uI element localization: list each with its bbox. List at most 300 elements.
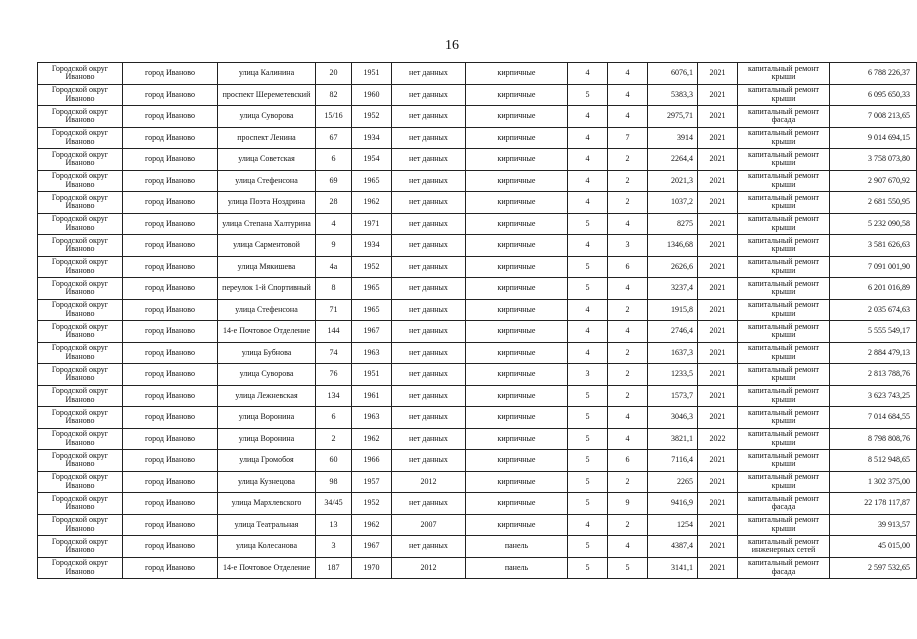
house-number-cell: 28 [316, 192, 352, 214]
floors-cell: 5 [568, 428, 608, 450]
repair-type-cell: капитальный ремонт крыши [738, 127, 830, 149]
wall-material-cell: кирпичные [466, 63, 568, 85]
repair-type-cell: капитальный ремонт фасада [738, 493, 830, 515]
area-cell: 4387,4 [648, 536, 698, 558]
street-cell: проспект Шереметевский [218, 84, 316, 106]
street-cell: улица Воронина [218, 428, 316, 450]
plan-year-cell: 2021 [698, 63, 738, 85]
cost-cell: 2 907 670,92 [830, 170, 917, 192]
table-row [38, 106, 917, 128]
repair-type-cell: капитальный ремонт крыши [738, 428, 830, 450]
repair-type-cell: капитальный ремонт крыши [738, 299, 830, 321]
wall-material-cell: кирпичные [466, 170, 568, 192]
district-cell: Городской округ Иваново [38, 428, 123, 450]
area-cell: 1346,68 [648, 235, 698, 257]
plan-year-cell: 2021 [698, 557, 738, 579]
cost-cell: 39 913,57 [830, 514, 917, 536]
city-cell: город Иваново [123, 149, 218, 171]
cost-cell: 2 681 550,95 [830, 192, 917, 214]
table-row [38, 149, 917, 171]
wall-material-cell: кирпичные [466, 342, 568, 364]
house-number-cell: 60 [316, 450, 352, 472]
cost-cell: 2 813 788,76 [830, 364, 917, 386]
table-row [38, 364, 917, 386]
renovation-year-cell: нет данных [392, 299, 466, 321]
city-cell: город Иваново [123, 235, 218, 257]
floors-cell: 5 [568, 493, 608, 515]
street-cell: 14-е Почтовое Отделение [218, 321, 316, 343]
entrances-cell: 4 [608, 278, 648, 300]
plan-year-cell: 2021 [698, 170, 738, 192]
plan-year-cell: 2021 [698, 84, 738, 106]
renovation-year-cell: нет данных [392, 256, 466, 278]
cost-cell: 2 035 674,63 [830, 299, 917, 321]
year-built-cell: 1965 [352, 299, 392, 321]
year-built-cell: 1965 [352, 170, 392, 192]
city-cell: город Иваново [123, 84, 218, 106]
table-body [38, 63, 917, 579]
year-built-cell: 1961 [352, 385, 392, 407]
renovation-year-cell: нет данных [392, 278, 466, 300]
wall-material-cell: кирпичные [466, 278, 568, 300]
street-cell: улица Советская [218, 149, 316, 171]
entrances-cell: 2 [608, 149, 648, 171]
house-number-cell: 20 [316, 63, 352, 85]
wall-material-cell: кирпичные [466, 149, 568, 171]
city-cell: город Иваново [123, 299, 218, 321]
entrances-cell: 2 [608, 514, 648, 536]
renovation-year-cell: нет данных [392, 235, 466, 257]
cost-cell: 22 178 117,87 [830, 493, 917, 515]
repair-type-cell: капитальный ремонт крыши [738, 63, 830, 85]
housing-repair-table [37, 62, 917, 579]
street-cell: улица Стефенсона [218, 170, 316, 192]
cost-cell: 5 555 549,17 [830, 321, 917, 343]
city-cell: город Иваново [123, 407, 218, 429]
house-number-cell: 82 [316, 84, 352, 106]
house-number-cell: 9 [316, 235, 352, 257]
wall-material-cell: кирпичные [466, 364, 568, 386]
district-cell: Городской округ Иваново [38, 84, 123, 106]
entrances-cell: 3 [608, 235, 648, 257]
table-row [38, 385, 917, 407]
renovation-year-cell: нет данных [392, 149, 466, 171]
area-cell: 3237,4 [648, 278, 698, 300]
plan-year-cell: 2021 [698, 536, 738, 558]
repair-type-cell: капитальный ремонт крыши [738, 471, 830, 493]
floors-cell: 4 [568, 299, 608, 321]
district-cell: Городской округ Иваново [38, 299, 123, 321]
floors-cell: 5 [568, 471, 608, 493]
district-cell: Городской округ Иваново [38, 364, 123, 386]
city-cell: город Иваново [123, 321, 218, 343]
district-cell: Городской округ Иваново [38, 493, 123, 515]
district-cell: Городской округ Иваново [38, 557, 123, 579]
wall-material-cell: кирпичные [466, 428, 568, 450]
table-row [38, 471, 917, 493]
city-cell: город Иваново [123, 213, 218, 235]
city-cell: город Иваново [123, 493, 218, 515]
house-number-cell: 69 [316, 170, 352, 192]
cost-cell: 3 758 073,80 [830, 149, 917, 171]
entrances-cell: 4 [608, 321, 648, 343]
table-row [38, 428, 917, 450]
renovation-year-cell: 2012 [392, 557, 466, 579]
entrances-cell: 4 [608, 407, 648, 429]
year-built-cell: 1962 [352, 514, 392, 536]
city-cell: город Иваново [123, 557, 218, 579]
city-cell: город Иваново [123, 514, 218, 536]
area-cell: 2626,6 [648, 256, 698, 278]
wall-material-cell: кирпичные [466, 493, 568, 515]
cost-cell: 5 232 090,58 [830, 213, 917, 235]
plan-year-cell: 2021 [698, 256, 738, 278]
renovation-year-cell: 2007 [392, 514, 466, 536]
renovation-year-cell: нет данных [392, 170, 466, 192]
plan-year-cell: 2021 [698, 493, 738, 515]
repair-type-cell: капитальный ремонт крыши [738, 342, 830, 364]
street-cell: улица Суворова [218, 106, 316, 128]
area-cell: 3821,1 [648, 428, 698, 450]
repair-type-cell: капитальный ремонт крыши [738, 170, 830, 192]
renovation-year-cell: нет данных [392, 385, 466, 407]
entrances-cell: 6 [608, 256, 648, 278]
table-row [38, 557, 917, 579]
house-number-cell: 8 [316, 278, 352, 300]
plan-year-cell: 2021 [698, 385, 738, 407]
plan-year-cell: 2022 [698, 428, 738, 450]
street-cell: улица Лежневская [218, 385, 316, 407]
city-cell: город Иваново [123, 106, 218, 128]
floors-cell: 4 [568, 235, 608, 257]
wall-material-cell: кирпичные [466, 471, 568, 493]
house-number-cell: 6 [316, 407, 352, 429]
district-cell: Городской округ Иваново [38, 278, 123, 300]
district-cell: Городской округ Иваново [38, 149, 123, 171]
cost-cell: 3 623 743,25 [830, 385, 917, 407]
house-number-cell: 134 [316, 385, 352, 407]
floors-cell: 5 [568, 213, 608, 235]
house-number-cell: 76 [316, 364, 352, 386]
city-cell: город Иваново [123, 471, 218, 493]
year-built-cell: 1952 [352, 106, 392, 128]
district-cell: Городской округ Иваново [38, 514, 123, 536]
renovation-year-cell: нет данных [392, 192, 466, 214]
wall-material-cell: кирпичные [466, 235, 568, 257]
city-cell: город Иваново [123, 170, 218, 192]
street-cell: улица Громобоя [218, 450, 316, 472]
plan-year-cell: 2021 [698, 192, 738, 214]
street-cell: 14-е Почтовое Отделение [218, 557, 316, 579]
year-built-cell: 1966 [352, 450, 392, 472]
area-cell: 9416,9 [648, 493, 698, 515]
renovation-year-cell: нет данных [392, 428, 466, 450]
house-number-cell: 13 [316, 514, 352, 536]
house-number-cell: 3 [316, 536, 352, 558]
city-cell: город Иваново [123, 256, 218, 278]
area-cell: 3046,3 [648, 407, 698, 429]
repair-type-cell: капитальный ремонт фасада [738, 106, 830, 128]
renovation-year-cell: нет данных [392, 407, 466, 429]
entrances-cell: 4 [608, 213, 648, 235]
wall-material-cell: кирпичные [466, 256, 568, 278]
floors-cell: 4 [568, 170, 608, 192]
entrances-cell: 4 [608, 63, 648, 85]
house-number-cell: 74 [316, 342, 352, 364]
street-cell: переулок 1-й Спортивный [218, 278, 316, 300]
district-cell: Городской округ Иваново [38, 342, 123, 364]
plan-year-cell: 2021 [698, 407, 738, 429]
table-row [38, 63, 917, 85]
district-cell: Городской округ Иваново [38, 385, 123, 407]
area-cell: 7116,4 [648, 450, 698, 472]
floors-cell: 4 [568, 106, 608, 128]
cost-cell: 8 798 808,76 [830, 428, 917, 450]
page-number: 16 [445, 38, 459, 53]
area-cell: 1573,7 [648, 385, 698, 407]
house-number-cell: 71 [316, 299, 352, 321]
year-built-cell: 1934 [352, 127, 392, 149]
cost-cell: 7 008 213,65 [830, 106, 917, 128]
wall-material-cell: кирпичные [466, 84, 568, 106]
repair-type-cell: капитальный ремонт крыши [738, 213, 830, 235]
table-row [38, 256, 917, 278]
cost-cell: 6 095 650,33 [830, 84, 917, 106]
area-cell: 3914 [648, 127, 698, 149]
district-cell: Городской округ Иваново [38, 235, 123, 257]
year-built-cell: 1962 [352, 192, 392, 214]
floors-cell: 5 [568, 450, 608, 472]
district-cell: Городской округ Иваново [38, 471, 123, 493]
floors-cell: 4 [568, 192, 608, 214]
year-built-cell: 1957 [352, 471, 392, 493]
floors-cell: 3 [568, 364, 608, 386]
city-cell: город Иваново [123, 450, 218, 472]
floors-cell: 4 [568, 514, 608, 536]
repair-type-cell: капитальный ремонт крыши [738, 364, 830, 386]
area-cell: 8275 [648, 213, 698, 235]
area-cell: 2021,3 [648, 170, 698, 192]
year-built-cell: 1952 [352, 256, 392, 278]
entrances-cell: 2 [608, 170, 648, 192]
area-cell: 1037,2 [648, 192, 698, 214]
entrances-cell: 5 [608, 557, 648, 579]
repair-type-cell: капитальный ремонт крыши [738, 235, 830, 257]
district-cell: Городской округ Иваново [38, 450, 123, 472]
district-cell: Городской округ Иваново [38, 170, 123, 192]
year-built-cell: 1970 [352, 557, 392, 579]
entrances-cell: 2 [608, 471, 648, 493]
city-cell: город Иваново [123, 278, 218, 300]
district-cell: Городской округ Иваново [38, 63, 123, 85]
area-cell: 2264,4 [648, 149, 698, 171]
entrances-cell: 2 [608, 364, 648, 386]
district-cell: Городской округ Иваново [38, 536, 123, 558]
house-number-cell: 6 [316, 149, 352, 171]
plan-year-cell: 2021 [698, 299, 738, 321]
city-cell: город Иваново [123, 385, 218, 407]
city-cell: город Иваново [123, 342, 218, 364]
house-number-cell: 98 [316, 471, 352, 493]
street-cell: улица Колесанова [218, 536, 316, 558]
repair-type-cell: капитальный ремонт крыши [738, 256, 830, 278]
street-cell: улица Калинина [218, 63, 316, 85]
plan-year-cell: 2021 [698, 235, 738, 257]
cost-cell: 6 788 226,37 [830, 63, 917, 85]
wall-material-cell: панель [466, 536, 568, 558]
entrances-cell: 2 [608, 385, 648, 407]
wall-material-cell: кирпичные [466, 385, 568, 407]
floors-cell: 5 [568, 385, 608, 407]
entrances-cell: 4 [608, 428, 648, 450]
table-row [38, 514, 917, 536]
table-row [38, 84, 917, 106]
district-cell: Городской округ Иваново [38, 321, 123, 343]
area-cell: 1915,8 [648, 299, 698, 321]
wall-material-cell: кирпичные [466, 213, 568, 235]
table-row [38, 278, 917, 300]
house-number-cell: 15/16 [316, 106, 352, 128]
floors-cell: 4 [568, 149, 608, 171]
house-number-cell: 67 [316, 127, 352, 149]
street-cell: улица Кузнецова [218, 471, 316, 493]
wall-material-cell: кирпичные [466, 299, 568, 321]
floors-cell: 4 [568, 127, 608, 149]
area-cell: 5383,3 [648, 84, 698, 106]
year-built-cell: 1967 [352, 536, 392, 558]
cost-cell: 1 302 375,00 [830, 471, 917, 493]
table-row [38, 213, 917, 235]
district-cell: Городской округ Иваново [38, 256, 123, 278]
entrances-cell: 2 [608, 192, 648, 214]
house-number-cell: 34/45 [316, 493, 352, 515]
house-number-cell: 4 [316, 213, 352, 235]
wall-material-cell: кирпичные [466, 321, 568, 343]
table-row [38, 407, 917, 429]
street-cell: улица Мархлевского [218, 493, 316, 515]
floors-cell: 5 [568, 84, 608, 106]
city-cell: город Иваново [123, 536, 218, 558]
renovation-year-cell: нет данных [392, 63, 466, 85]
cost-cell: 8 512 948,65 [830, 450, 917, 472]
year-built-cell: 1960 [352, 84, 392, 106]
table-row [38, 192, 917, 214]
plan-year-cell: 2021 [698, 342, 738, 364]
house-number-cell: 187 [316, 557, 352, 579]
entrances-cell: 4 [608, 84, 648, 106]
city-cell: город Иваново [123, 127, 218, 149]
year-built-cell: 1952 [352, 493, 392, 515]
city-cell: город Иваново [123, 364, 218, 386]
floors-cell: 4 [568, 63, 608, 85]
entrances-cell: 4 [608, 106, 648, 128]
plan-year-cell: 2021 [698, 213, 738, 235]
entrances-cell: 9 [608, 493, 648, 515]
district-cell: Городской округ Иваново [38, 213, 123, 235]
floors-cell: 5 [568, 407, 608, 429]
year-built-cell: 1951 [352, 364, 392, 386]
city-cell: город Иваново [123, 63, 218, 85]
area-cell: 6076,1 [648, 63, 698, 85]
wall-material-cell: кирпичные [466, 192, 568, 214]
street-cell: улица Бубнова [218, 342, 316, 364]
plan-year-cell: 2021 [698, 106, 738, 128]
cost-cell: 9 014 694,15 [830, 127, 917, 149]
renovation-year-cell: нет данных [392, 213, 466, 235]
plan-year-cell: 2021 [698, 321, 738, 343]
wall-material-cell: кирпичные [466, 450, 568, 472]
repair-type-cell: капитальный ремонт крыши [738, 278, 830, 300]
year-built-cell: 1965 [352, 278, 392, 300]
area-cell: 1637,3 [648, 342, 698, 364]
repair-type-cell: капитальный ремонт крыши [738, 450, 830, 472]
street-cell: улица Сарментовой [218, 235, 316, 257]
plan-year-cell: 2021 [698, 149, 738, 171]
year-built-cell: 1951 [352, 63, 392, 85]
wall-material-cell: кирпичные [466, 407, 568, 429]
repair-type-cell: капитальный ремонт крыши [738, 149, 830, 171]
floors-cell: 4 [568, 342, 608, 364]
renovation-year-cell: нет данных [392, 450, 466, 472]
cost-cell: 6 201 016,89 [830, 278, 917, 300]
repair-type-cell: капитальный ремонт крыши [738, 321, 830, 343]
entrances-cell: 2 [608, 342, 648, 364]
year-built-cell: 1971 [352, 213, 392, 235]
table-row [38, 536, 917, 558]
district-cell: Городской округ Иваново [38, 407, 123, 429]
house-number-cell: 2 [316, 428, 352, 450]
year-built-cell: 1967 [352, 321, 392, 343]
year-built-cell: 1963 [352, 407, 392, 429]
entrances-cell: 4 [608, 536, 648, 558]
year-built-cell: 1962 [352, 428, 392, 450]
area-cell: 1233,5 [648, 364, 698, 386]
area-cell: 3141,1 [648, 557, 698, 579]
repair-type-cell: капитальный ремонт крыши [738, 514, 830, 536]
entrances-cell: 6 [608, 450, 648, 472]
house-number-cell: 4а [316, 256, 352, 278]
street-cell: улица Суворова [218, 364, 316, 386]
table-row [38, 493, 917, 515]
renovation-year-cell: нет данных [392, 536, 466, 558]
plan-year-cell: 2021 [698, 278, 738, 300]
floors-cell: 5 [568, 536, 608, 558]
floors-cell: 4 [568, 321, 608, 343]
table-row [38, 450, 917, 472]
wall-material-cell: кирпичные [466, 106, 568, 128]
repair-type-cell: капитальный ремонт крыши [738, 385, 830, 407]
plan-year-cell: 2021 [698, 364, 738, 386]
city-cell: город Иваново [123, 428, 218, 450]
street-cell: улица Степана Халтурина [218, 213, 316, 235]
repair-type-cell: капитальный ремонт фасада [738, 557, 830, 579]
district-cell: Городской округ Иваново [38, 192, 123, 214]
area-cell: 1254 [648, 514, 698, 536]
table-row [38, 299, 917, 321]
year-built-cell: 1963 [352, 342, 392, 364]
wall-material-cell: панель [466, 557, 568, 579]
area-cell: 2265 [648, 471, 698, 493]
entrances-cell: 7 [608, 127, 648, 149]
area-cell: 2746,4 [648, 321, 698, 343]
table-row [38, 235, 917, 257]
area-cell: 2975,71 [648, 106, 698, 128]
district-cell: Городской округ Иваново [38, 127, 123, 149]
cost-cell: 45 015,00 [830, 536, 917, 558]
street-cell: улица Театральная [218, 514, 316, 536]
repair-type-cell: капитальный ремонт инженерных сетей [738, 536, 830, 558]
street-cell: проспект Ленина [218, 127, 316, 149]
